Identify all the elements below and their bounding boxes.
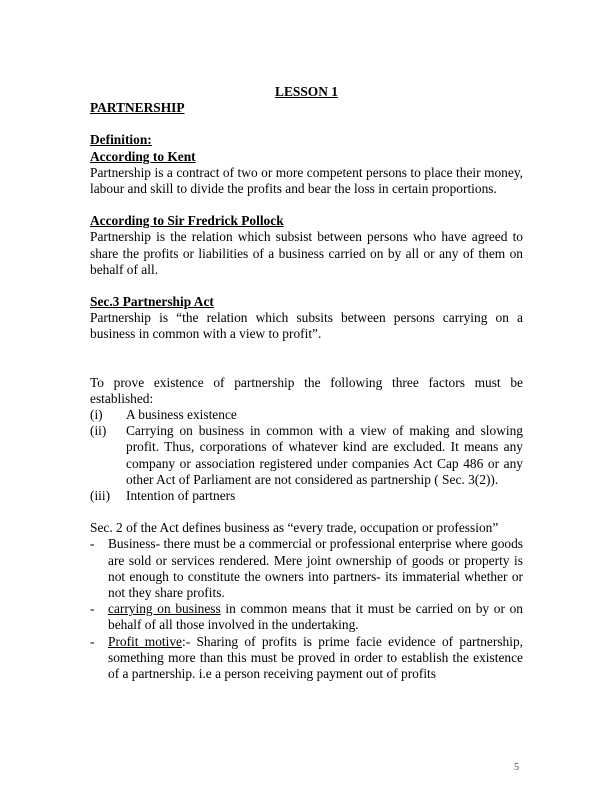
bullet-dash: - — [90, 601, 95, 617]
bullet-body: :- Sharing of profits is prime facie evidence of partnership, something more than this must be proved in order to establish the existence of a partnership. i.e a person receiving payment out of profits — [108, 633, 523, 682]
list-item — [90, 488, 523, 504]
document-page — [90, 84, 523, 682]
item-text: Carrying on business in common with a view of making and slowing profit. Thus, corporations of whatever kind are excluded. It means any company or association registered under companies Act Cap 486 or any other Act of Parliament are not considered as partnership ( Sec. 3(2)). — [126, 423, 523, 487]
pollock-heading: According to Sir Fredrick Pollock — [90, 213, 284, 229]
item-text: Intention of partners — [126, 488, 236, 504]
sec3-heading: Sec.3 Partnership Act — [90, 294, 214, 310]
page-number: 5 — [514, 762, 519, 773]
list-item — [90, 423, 523, 488]
sec2-bullets — [90, 536, 523, 682]
list-item — [90, 407, 523, 423]
definition-heading: Definition: — [90, 132, 152, 148]
bullet-dash: - — [90, 536, 95, 552]
bullet-term: carrying on business — [108, 601, 221, 617]
kent-heading: According to Kent — [90, 148, 196, 164]
section-heading: PARTNERSHIP — [90, 100, 185, 116]
bullet-text — [108, 601, 523, 633]
bullet-text — [108, 634, 523, 683]
bullet-body: Business- there must be a commercial or professional enterprise where goods are sold or services rendered. Mere joint ownership of goods or property is not enough to constitute the owners into partners- its immaterial whether or not they share profits. — [108, 536, 523, 601]
kent-definition: Partnership is a contract of two or more competent persons to place their money, labour and skill to divide the profits and bear the loss in certain proportions. — [90, 164, 523, 197]
pollock-definition: Partnership is the relation which subsist between persons who have agreed to share the profits or liabilities of a business carried on by all or any of them on behalf of all. — [90, 229, 523, 277]
bullet-dash: - — [90, 633, 95, 649]
list-item — [90, 536, 523, 601]
item-number: (ii) — [90, 423, 107, 439]
bullet-text — [108, 536, 523, 601]
list-item — [90, 634, 523, 683]
sec3-definition: Partnership is “the relation which subsits between persons carrying on a business in common with a view to profit”. — [90, 310, 523, 342]
bullet-body: in common means that it must be carried on by or on behalf of all those involved in the undertaking. — [108, 601, 523, 633]
factors-list — [90, 407, 523, 504]
item-number: (i) — [90, 407, 103, 423]
item-text: A business existence — [126, 407, 237, 423]
item-number: (iii) — [90, 488, 111, 504]
sec2-intro: Sec. 2 of the Act defines business as “every trade, occupation or profession” — [90, 520, 499, 536]
bullet-term: Profit motive — [108, 633, 182, 649]
factors-intro: To prove existence of partnership the following three factors must be established: — [90, 374, 523, 406]
lesson-title: LESSON 1 — [275, 84, 338, 99]
list-item — [90, 601, 523, 633]
